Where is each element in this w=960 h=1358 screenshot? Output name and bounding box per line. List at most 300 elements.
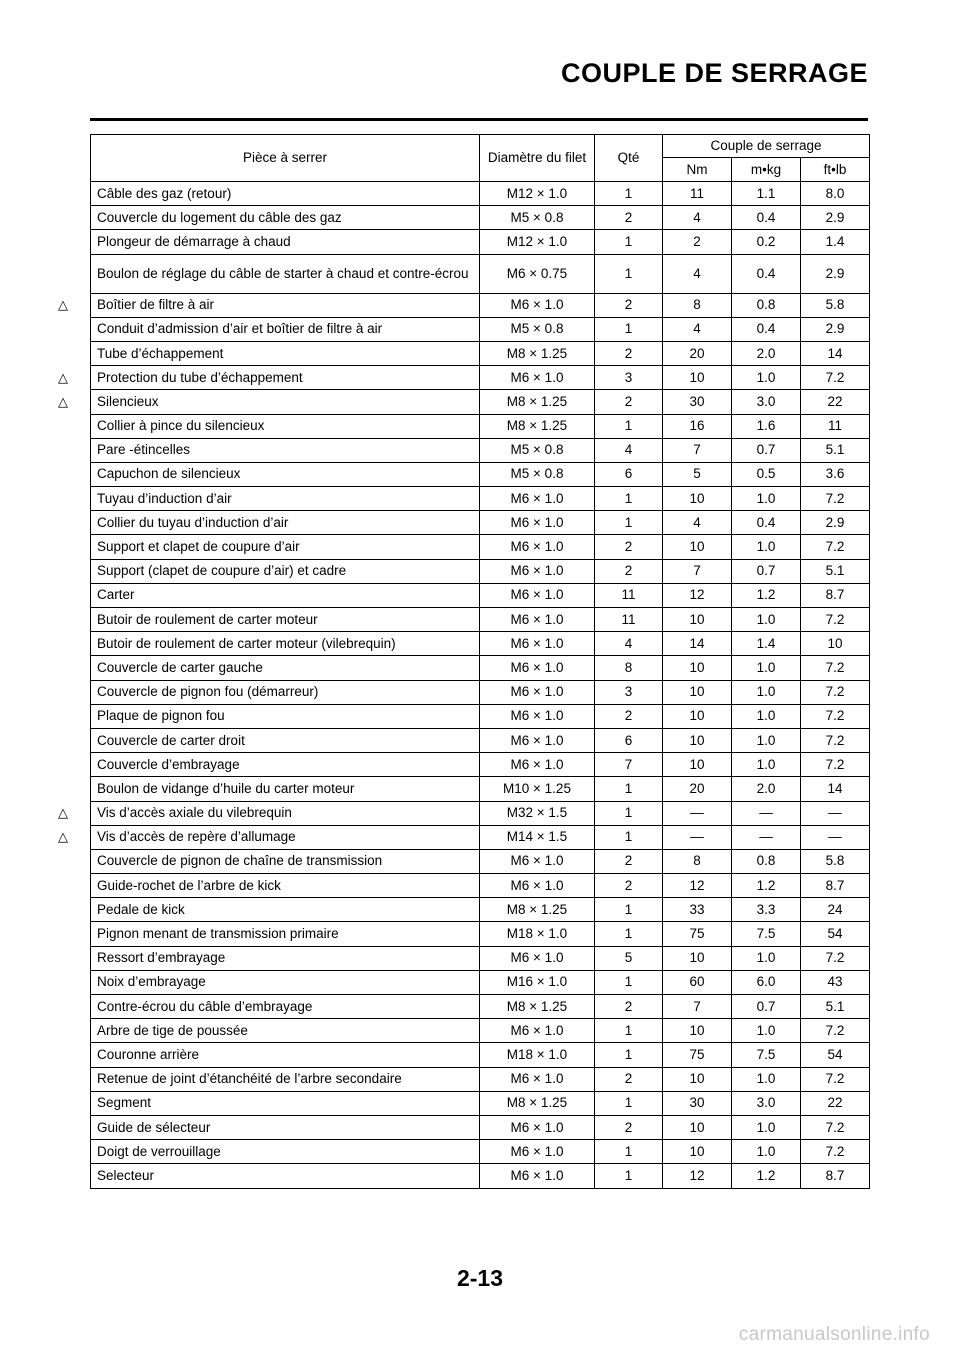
- cell-thread: M6 × 1.0: [480, 559, 595, 583]
- cell-nm: 10: [663, 946, 732, 970]
- cell-part: [91, 182, 480, 206]
- cell-qty: 4: [595, 438, 663, 462]
- cell-qty: 2: [595, 293, 663, 317]
- cell-ftlb: 8.7: [801, 1164, 870, 1188]
- part-name: Support et clapet de coupure d’air: [97, 539, 300, 555]
- cell-thread: M6 × 1.0: [480, 293, 595, 317]
- cell-thread: M16 × 1.0: [480, 970, 595, 994]
- part-name: Couvercle du logement du câble des gaz: [97, 209, 342, 225]
- cell-nm: 10: [663, 1115, 732, 1139]
- cell-ftlb: 7.2: [801, 1067, 870, 1091]
- cell-thread: M6 × 1.0: [480, 728, 595, 752]
- cell-part: [91, 230, 480, 254]
- cell-thread: M5 × 0.8: [480, 462, 595, 486]
- table-row: [91, 777, 870, 801]
- cell-nm: 12: [663, 1164, 732, 1188]
- cell-qty: 11: [595, 583, 663, 607]
- table-row: [91, 680, 870, 704]
- cell-mkg: 1.0: [732, 487, 801, 511]
- cell-nm: 10: [663, 656, 732, 680]
- cell-ftlb: 54: [801, 922, 870, 946]
- cell-nm: 60: [663, 970, 732, 994]
- part-name: Plaque de pignon fou: [97, 708, 225, 724]
- part-name: Segment: [97, 1095, 152, 1111]
- part-name: Couvercle de pignon fou (démarreur): [97, 684, 319, 700]
- part-name: Couvercle de pignon de chaîne de transmission: [97, 853, 383, 869]
- triangle-marker-icon: △: [58, 393, 68, 409]
- cell-ftlb: 5.1: [801, 995, 870, 1019]
- cell-ftlb: 11: [801, 414, 870, 438]
- cell-nm: 75: [663, 1043, 732, 1067]
- cell-ftlb: 7.2: [801, 1019, 870, 1043]
- table-row: [91, 414, 870, 438]
- cell-part: [91, 1091, 480, 1115]
- cell-thread: M18 × 1.0: [480, 922, 595, 946]
- table-row: [91, 995, 870, 1019]
- table-row: [91, 728, 870, 752]
- table-row: [91, 254, 870, 293]
- cell-nm: 11: [663, 182, 732, 206]
- cell-part: [91, 487, 480, 511]
- cell-part: [91, 462, 480, 486]
- part-name: Couvercle de carter droit: [97, 732, 245, 748]
- cell-nm: 10: [663, 753, 732, 777]
- cell-part: [91, 995, 480, 1019]
- part-name: Couvercle de carter gauche: [97, 659, 263, 675]
- cell-ftlb: 14: [801, 341, 870, 365]
- cell-mkg: 0.7: [732, 559, 801, 583]
- cell-nm: 7: [663, 559, 732, 583]
- cell-mkg: 6.0: [732, 970, 801, 994]
- table-row: [91, 946, 870, 970]
- cell-part: [58, 366, 480, 390]
- cell-qty: 1: [595, 317, 663, 341]
- cell-mkg: 2.0: [732, 777, 801, 801]
- cell-part: [91, 1140, 480, 1164]
- cell-mkg: 0.8: [732, 293, 801, 317]
- cell-mkg: 1.6: [732, 414, 801, 438]
- cell-ftlb: 2.9: [801, 206, 870, 230]
- cell-mkg: 1.0: [732, 946, 801, 970]
- cell-thread: M14 × 1.5: [480, 825, 595, 849]
- cell-qty: 3: [595, 366, 663, 390]
- cell-ftlb: —: [801, 801, 870, 825]
- cell-nm: 7: [663, 995, 732, 1019]
- cell-mkg: 1.4: [732, 632, 801, 656]
- cell-part: [91, 1115, 480, 1139]
- cell-mkg: 1.0: [732, 1115, 801, 1139]
- cell-thread: M8 × 1.25: [480, 995, 595, 1019]
- cell-qty: 1: [595, 511, 663, 535]
- cell-ftlb: 5.1: [801, 438, 870, 462]
- cell-nm: 10: [663, 535, 732, 559]
- cell-thread: M5 × 0.8: [480, 317, 595, 341]
- table-row: [91, 511, 870, 535]
- cell-nm: 16: [663, 414, 732, 438]
- page-title: COUPLE DE SERRAGE: [560, 58, 868, 88]
- cell-thread: M6 × 1.0: [480, 704, 595, 728]
- cell-thread: M10 × 1.25: [480, 777, 595, 801]
- cell-thread: M6 × 1.0: [480, 487, 595, 511]
- cell-qty: 1: [595, 825, 663, 849]
- cell-ftlb: 54: [801, 1043, 870, 1067]
- cell-nm: 4: [663, 511, 732, 535]
- cell-qty: 2: [595, 704, 663, 728]
- cell-thread: M8 × 1.25: [480, 1091, 595, 1115]
- cell-qty: 5: [595, 946, 663, 970]
- cell-nm: 2: [663, 230, 732, 254]
- cell-ftlb: 8.0: [801, 182, 870, 206]
- cell-thread: M6 × 1.0: [480, 608, 595, 632]
- table-row: [91, 462, 870, 486]
- table-row: [91, 559, 870, 583]
- part-name: Ressort d’embrayage: [97, 950, 226, 966]
- torque-table: [58, 134, 870, 1189]
- cell-mkg: 0.7: [732, 438, 801, 462]
- cell-qty: 11: [595, 608, 663, 632]
- cell-thread: M6 × 1.0: [480, 1019, 595, 1043]
- part-name: Arbre de tige de poussée: [97, 1022, 248, 1038]
- cell-mkg: 0.2: [732, 230, 801, 254]
- part-name: Protection du tube d’échappement: [97, 369, 303, 385]
- cell-part: [91, 535, 480, 559]
- part-name: Capuchon de silencieux: [97, 466, 241, 482]
- cell-thread: M6 × 1.0: [480, 1115, 595, 1139]
- cell-part: [91, 608, 480, 632]
- cell-qty: 1: [595, 801, 663, 825]
- cell-qty: 1: [595, 1019, 663, 1043]
- cell-nm: 12: [663, 874, 732, 898]
- cell-thread: M6 × 1.0: [480, 1067, 595, 1091]
- table-row: [91, 341, 870, 365]
- cell-nm: 10: [663, 1140, 732, 1164]
- cell-part: [91, 632, 480, 656]
- cell-qty: 1: [595, 970, 663, 994]
- table-row: [91, 704, 870, 728]
- table-row: [91, 849, 870, 873]
- cell-mkg: 1.2: [732, 1164, 801, 1188]
- cell-ftlb: 1.4: [801, 230, 870, 254]
- part-name: Collier à pince du silencieux: [97, 418, 265, 434]
- cell-thread: M32 × 1.5: [480, 801, 595, 825]
- cell-ftlb: 7.2: [801, 704, 870, 728]
- cell-mkg: 1.0: [732, 680, 801, 704]
- cell-part: [91, 511, 480, 535]
- part-name: Guide-rochet de l’arbre de kick: [97, 877, 281, 893]
- cell-qty: 2: [595, 849, 663, 873]
- cell-part: [91, 704, 480, 728]
- cell-mkg: —: [732, 801, 801, 825]
- cell-ftlb: 8.7: [801, 583, 870, 607]
- cell-part: [91, 946, 480, 970]
- cell-qty: 1: [595, 922, 663, 946]
- cell-nm: 10: [663, 366, 732, 390]
- cell-ftlb: 2.9: [801, 317, 870, 341]
- cell-qty: 2: [595, 1067, 663, 1091]
- cell-qty: 2: [595, 206, 663, 230]
- cell-part: [91, 680, 480, 704]
- col-header-qty: Qté: [595, 135, 663, 182]
- table-row: [91, 230, 870, 254]
- table-row: [91, 1115, 870, 1139]
- triangle-marker-icon: △: [58, 805, 68, 821]
- cell-nm: 10: [663, 704, 732, 728]
- cell-thread: M6 × 1.0: [480, 1140, 595, 1164]
- title-divider: [90, 118, 868, 121]
- cell-ftlb: 24: [801, 898, 870, 922]
- cell-nm: 8: [663, 293, 732, 317]
- cell-part: [58, 825, 480, 849]
- cell-thread: M8 × 1.25: [480, 898, 595, 922]
- part-name: Selecteur: [97, 1167, 155, 1183]
- page-number: 2-13: [456, 1265, 504, 1291]
- cell-part: [91, 898, 480, 922]
- cell-thread: M6 × 1.0: [480, 849, 595, 873]
- cell-part: [91, 1067, 480, 1091]
- part-name: Boîtier de filtre à air: [97, 297, 215, 313]
- cell-ftlb: 7.2: [801, 656, 870, 680]
- cell-part: [58, 293, 480, 317]
- part-name: Tube d’échappement: [97, 345, 224, 361]
- cell-part: [58, 390, 480, 414]
- table-row: [91, 632, 870, 656]
- cell-part: [91, 341, 480, 365]
- cell-nm: 4: [663, 317, 732, 341]
- cell-ftlb: 43: [801, 970, 870, 994]
- cell-qty: 1: [595, 1140, 663, 1164]
- cell-mkg: 1.0: [732, 608, 801, 632]
- cell-nm: 10: [663, 608, 732, 632]
- triangle-marker-icon: △: [58, 369, 68, 385]
- cell-ftlb: 3.6: [801, 462, 870, 486]
- table-row: [91, 182, 870, 206]
- cell-mkg: 0.8: [732, 849, 801, 873]
- table-row: [91, 874, 870, 898]
- cell-mkg: 3.0: [732, 390, 801, 414]
- cell-qty: 2: [595, 390, 663, 414]
- cell-thread: M8 × 1.25: [480, 414, 595, 438]
- cell-nm: 30: [663, 390, 732, 414]
- part-name: Couronne arrière: [97, 1046, 200, 1062]
- cell-ftlb: 7.2: [801, 753, 870, 777]
- table-row: [91, 1140, 870, 1164]
- cell-ftlb: 7.2: [801, 1115, 870, 1139]
- cell-mkg: 3.3: [732, 898, 801, 922]
- cell-ftlb: 5.1: [801, 559, 870, 583]
- cell-ftlb: 7.2: [801, 487, 870, 511]
- col-header-nm: Nm: [663, 158, 732, 182]
- table-row: [91, 535, 870, 559]
- part-name: Contre-écrou du câble d’embrayage: [97, 998, 313, 1014]
- cell-nm: 10: [663, 1067, 732, 1091]
- cell-qty: 1: [595, 182, 663, 206]
- cell-mkg: 1.0: [732, 535, 801, 559]
- cell-qty: 2: [595, 341, 663, 365]
- cell-part: [91, 753, 480, 777]
- table-row: [91, 390, 870, 414]
- table-row: [91, 970, 870, 994]
- cell-part: [91, 874, 480, 898]
- cell-thread: M6 × 0.75: [480, 254, 595, 293]
- cell-nm: 10: [663, 487, 732, 511]
- cell-thread: M6 × 1.0: [480, 511, 595, 535]
- table-row: [91, 1043, 870, 1067]
- cell-mkg: 1.0: [732, 1067, 801, 1091]
- cell-part: [91, 970, 480, 994]
- cell-nm: —: [663, 825, 732, 849]
- part-name: Plongeur de démarrage à chaud: [97, 233, 291, 249]
- part-name: Tuyau d’induction d’air: [97, 490, 232, 506]
- part-name: Câble des gaz (retour): [97, 185, 232, 201]
- table-row: [91, 656, 870, 680]
- cell-part: [91, 849, 480, 873]
- part-name: Boulon de vidange d’huile du carter moteur: [97, 780, 355, 796]
- cell-part: [91, 1019, 480, 1043]
- cell-qty: 2: [595, 535, 663, 559]
- cell-qty: 1: [595, 1091, 663, 1115]
- cell-thread: M8 × 1.25: [480, 390, 595, 414]
- cell-ftlb: 7.2: [801, 728, 870, 752]
- col-header-thread: Diamètre du filet: [480, 135, 595, 182]
- table-row: [91, 898, 870, 922]
- table-row: [91, 608, 870, 632]
- cell-part: [91, 438, 480, 462]
- cell-mkg: 1.0: [732, 704, 801, 728]
- watermark: carmanualsonline.info: [738, 1324, 930, 1345]
- cell-qty: 2: [595, 995, 663, 1019]
- cell-qty: 6: [595, 462, 663, 486]
- cell-thread: M12 × 1.0: [480, 230, 595, 254]
- table-row: [91, 801, 870, 825]
- cell-ftlb: 7.2: [801, 608, 870, 632]
- cell-mkg: 1.0: [732, 656, 801, 680]
- part-name: Silencieux: [97, 393, 159, 409]
- cell-nm: 8: [663, 849, 732, 873]
- cell-nm: 20: [663, 777, 732, 801]
- cell-part: [91, 1043, 480, 1067]
- cell-qty: 1: [595, 898, 663, 922]
- part-name: Support (clapet de coupure d’air) et cadre: [97, 563, 347, 579]
- cell-ftlb: 22: [801, 1091, 870, 1115]
- cell-part: [91, 777, 480, 801]
- table-header-row: [91, 135, 870, 158]
- col-header-part: Pièce à serrer: [91, 135, 480, 182]
- cell-qty: 1: [595, 230, 663, 254]
- table-row: [91, 922, 870, 946]
- cell-mkg: 0.5: [732, 462, 801, 486]
- cell-mkg: 3.0: [732, 1091, 801, 1115]
- cell-qty: 7: [595, 753, 663, 777]
- table-row: [91, 317, 870, 341]
- cell-nm: 20: [663, 341, 732, 365]
- cell-qty: 1: [595, 1164, 663, 1188]
- col-header-ftlb: ft•lb: [801, 158, 870, 182]
- cell-qty: 1: [595, 414, 663, 438]
- part-name: Pedale de kick: [97, 901, 185, 917]
- cell-ftlb: 2.9: [801, 254, 870, 293]
- cell-nm: 7: [663, 438, 732, 462]
- cell-part: [91, 559, 480, 583]
- cell-ftlb: 7.2: [801, 1140, 870, 1164]
- cell-ftlb: 7.2: [801, 535, 870, 559]
- cell-nm: 10: [663, 1019, 732, 1043]
- cell-mkg: 1.2: [732, 583, 801, 607]
- cell-mkg: 1.1: [732, 182, 801, 206]
- cell-ftlb: —: [801, 825, 870, 849]
- cell-part: [91, 317, 480, 341]
- part-name: Noix d’embrayage: [97, 974, 206, 990]
- cell-mkg: 2.0: [732, 341, 801, 365]
- cell-ftlb: 2.9: [801, 511, 870, 535]
- cell-ftlb: 7.2: [801, 946, 870, 970]
- cell-qty: 8: [595, 656, 663, 680]
- part-name: Guide de sélecteur: [97, 1119, 211, 1135]
- part-name: Carter: [97, 587, 135, 603]
- table-row: [91, 583, 870, 607]
- cell-qty: 1: [595, 254, 663, 293]
- part-name: Boulon de réglage du câble de starter à chaud et contre-écrou: [97, 265, 469, 281]
- table-row: [91, 825, 870, 849]
- cell-ftlb: 5.8: [801, 293, 870, 317]
- cell-part: [91, 583, 480, 607]
- cell-thread: M6 × 1.0: [480, 535, 595, 559]
- cell-ftlb: 7.2: [801, 366, 870, 390]
- cell-nm: 14: [663, 632, 732, 656]
- cell-ftlb: 8.7: [801, 874, 870, 898]
- cell-mkg: —: [732, 825, 801, 849]
- cell-part: [91, 254, 480, 293]
- table-row: [91, 1091, 870, 1115]
- part-name: Collier du tuyau d’induction d’air: [97, 514, 289, 530]
- cell-thread: M6 × 1.0: [480, 874, 595, 898]
- cell-thread: M6 × 1.0: [480, 680, 595, 704]
- cell-thread: M6 × 1.0: [480, 656, 595, 680]
- part-name: Couvercle d’embrayage: [97, 756, 240, 772]
- cell-nm: 10: [663, 680, 732, 704]
- cell-thread: M5 × 0.8: [480, 206, 595, 230]
- table-row: [91, 1019, 870, 1043]
- cell-mkg: 1.0: [732, 366, 801, 390]
- cell-nm: 30: [663, 1091, 732, 1115]
- cell-part: [91, 1164, 480, 1188]
- cell-nm: 12: [663, 583, 732, 607]
- cell-part: [91, 728, 480, 752]
- cell-qty: 2: [595, 1115, 663, 1139]
- part-name: Vis d’accès axiale du vilebrequin: [97, 805, 292, 821]
- cell-mkg: 0.4: [732, 254, 801, 293]
- cell-mkg: 1.0: [732, 1019, 801, 1043]
- cell-part: [91, 656, 480, 680]
- cell-thread: M6 × 1.0: [480, 583, 595, 607]
- cell-qty: 1: [595, 777, 663, 801]
- col-header-mkg: m•kg: [732, 158, 801, 182]
- cell-qty: 1: [595, 487, 663, 511]
- cell-ftlb: 7.2: [801, 680, 870, 704]
- cell-nm: 4: [663, 206, 732, 230]
- cell-part: [91, 414, 480, 438]
- part-name: Butoir de roulement de carter moteur: [97, 611, 318, 627]
- cell-part: [58, 801, 480, 825]
- part-name: Vis d’accès de repère d’allumage: [97, 829, 296, 845]
- cell-nm: 10: [663, 728, 732, 752]
- cell-ftlb: 14: [801, 777, 870, 801]
- cell-thread: M6 × 1.0: [480, 753, 595, 777]
- cell-thread: M18 × 1.0: [480, 1043, 595, 1067]
- cell-qty: 2: [595, 559, 663, 583]
- col-header-torque: Couple de serrage: [663, 135, 870, 158]
- table-row: [91, 487, 870, 511]
- cell-mkg: 7.5: [732, 1043, 801, 1067]
